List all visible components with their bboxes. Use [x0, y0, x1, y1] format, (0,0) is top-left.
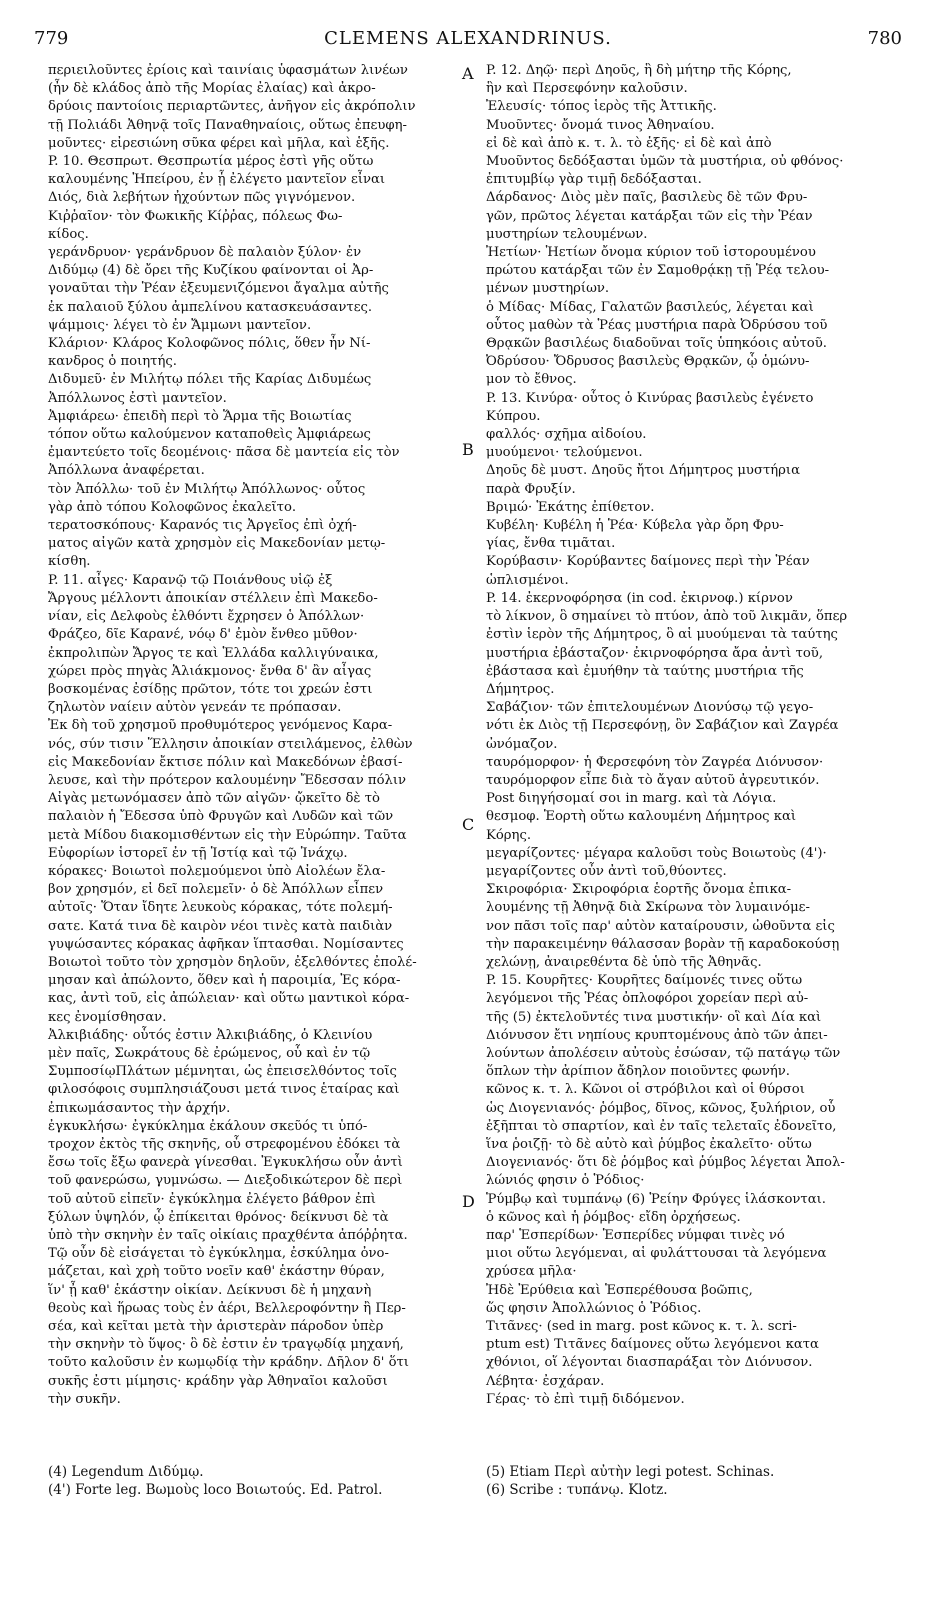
text-line: Θρᾳκῶν βασιλέως διαδοῦναι τοῖς ὑπηκόοις αὐτοῦ.	[486, 336, 827, 352]
text-line: Ἐκ δὴ τοῦ χρησμοῦ προθυμότερος γενόμενος Καρα-	[48, 718, 393, 734]
text-line: λούντων ἀπολέσειν αὐτοὺς ἐσώσαν, τῷ πατάγῳ τῶν	[486, 1045, 841, 1061]
text-line: παρ' Ἑσπερίδων· Ἑσπερίδες νύμφαι τινὲς νό	[486, 1228, 785, 1243]
text-line: Αἰγὰς μετωνόμασεν ἀπὸ τῶν αἰγῶν· ᾤκεῖτο δὲ τὸ	[48, 791, 380, 807]
text-line: Κόρης.	[486, 827, 532, 843]
text-line: γὰρ ἀπὸ τόπου Κολοφῶνος ἐκαλεῖτο.	[48, 499, 297, 515]
text-line: ἣν καὶ Περσεφόνην καλοῦσιν.	[486, 81, 688, 97]
text-line: γυψώσαντες κόρακας ἀφῆκαν ἵπτασθαι. Νομίσαντες	[48, 936, 404, 952]
footnotes-left	[48, 1463, 468, 1499]
text-line: ἐμαντεύετο τοῖς δεομένοις· πᾶσα δὲ μαντεία εἰς τὸν	[48, 445, 400, 461]
text-line: ταυρόμορφον εἶπε διὰ τὸ ἄγαν αὐτοῦ ἀγρευτικόν.	[486, 772, 820, 788]
text-line: τὴν σκηνὴν τὸ ὕψος· ὃ δὲ ἐστιν ἐν τραγῳδίᾳ μηχανή,	[48, 1337, 404, 1353]
text-line: Ἀπόλλωνος ἐστὶ μαντεῖον.	[48, 390, 227, 406]
text-line: Βριμώ· Ἑκάτης ἐπίθετον.	[486, 499, 655, 515]
text-line: τερατοσκόπους· Καρανός τις Ἀργεῖος ἐπὶ ὀχή-	[48, 518, 357, 534]
page-header	[34, 28, 902, 52]
text-line: Δάρδανος· Διὸς μὲν παῖς, βασιλεὺς δὲ τῶν Φρυ-	[486, 190, 808, 206]
text-line: Διόνυσον ἔτι νηπίους κρυπτομένους ἀπὸ τῶν ἀπει-	[486, 1027, 828, 1043]
text-line: τὸ λίκνον, ὃ σημαίνει τὸ πτύον, ἀπὸ τοῦ λικμᾶν, ὅπερ	[486, 609, 848, 625]
text-line: ἐβάστασα καὶ ἐμυήθην τὰ ταύτης μυστήρια τῆς	[486, 663, 804, 679]
text-line: Ἠετίων· Ἠετίων ὄνομα κύριον τοῦ ἱστορουμένου	[486, 245, 816, 261]
text-line: P. 13. Κινύρα· οὗτος ὁ Κινύρας βασιλεὺς ἐγένετο	[486, 390, 814, 406]
text-line: ὡπλισμένοι.	[486, 572, 569, 588]
text-line: Φράζεο, δῖε Καρανέ, νόῳ δ' ἐμὸν ἔνθεο μῦθον·	[48, 627, 358, 643]
text-line: Τῷ οὖν δὲ εἰσάγεται τὸ ἐγκύκλημα, ἐσκύλημα ὀνο-	[48, 1246, 389, 1262]
text-line: Διός, διὰ λεβήτων ἠχούντων πῶς γιγνόμενον.	[48, 190, 356, 206]
text-line: νός, σύν τισιν Ἕλλησιν ἀποικίαν στειλάμενος, ἐλθὼν	[48, 736, 413, 752]
footnote: (4) Legendum Διδύμῳ.	[48, 1464, 204, 1480]
text-line: σατε. Κατά τινα δὲ καιρὸν νέοι τινὲς κατὰ παιδιὰν	[48, 918, 393, 934]
text-line: (ἦν δὲ κλάδος ἀπὸ τῆς Μορίας ἐλαίας) καὶ ἀκρο-	[48, 81, 376, 97]
text-line: ἵνα ῥοιζῇ· τὸ δὲ αὐτὸ καὶ ῥύμβος ἐκαλεῖτο· οὕτω	[486, 1136, 812, 1152]
text-line: μετὰ Μίδου διακομισθέντων εἰς τὴν Εὐρώπην. Ταῦτα	[48, 827, 407, 843]
text-line: κίσθη.	[48, 554, 91, 570]
text-line: Κύπρου.	[486, 408, 541, 424]
text-line: κῶνος κ. τ. λ. Κῶνοι οἱ στρόβιλοι καὶ οἱ θύρσοι	[486, 1082, 805, 1098]
text-line: ὡς Διογενιανός· ῥόμβος, δῖνος, κῶνος, ξυλήριον, οὗ	[486, 1100, 836, 1116]
text-line: μένων μυστηρίων.	[486, 281, 610, 297]
text-line: Κυβέλη· Κυβέλη ἡ Ῥέα· Κύβελα γὰρ ὄρη Φρυ-	[486, 518, 784, 534]
text-line: μησαν καὶ ἀπώλοντο, ὅθεν καὶ ἡ παροιμία, Ἐς κόρα-	[48, 973, 401, 989]
text-line: ὥς φησιν Ἀπολλώνιος ὁ Ῥόδιος.	[486, 1300, 702, 1316]
text-line: γῶν, πρῶτος λέγεται κατάρξαι τῶν εἰς τὴν Ῥέαν	[486, 208, 813, 224]
text-line: ψάμμοις· λέγει τὸ ἐν Ἄμμωνι μαντεῖον.	[48, 317, 312, 333]
text-line: μιοι οὕτω λεγόμεναι, αἱ φυλάττουσαι τὰ λεγόμενα	[486, 1246, 827, 1262]
margin-letter-b: B	[462, 440, 474, 459]
text-line: αὐτοῖς· Ὅταν ἴδητε λευκοὺς κόρακας, τότε πολεμή-	[48, 900, 393, 916]
text-line: Ἄργους μέλλοντι ἀποικίαν στέλλειν ἐπὶ Μακεδο-	[48, 590, 378, 606]
text-line: μον τὸ ἔθνος.	[486, 372, 577, 388]
text-line: Κλάριον· Κλάρος Κολοφῶνος πόλις, ὅθεν ἦν Νί-	[48, 336, 371, 352]
text-line: Βοιωτοὶ τοῦτο τὸν χρησμὸν δηλοῦν, ἐξελθόντες ἐπολέ-	[48, 954, 417, 970]
text-line: λώνιός φησιν ὁ Ῥόδιος·	[486, 1173, 645, 1189]
text-line: Post διηγήσομαί σοι in marg. καὶ τὰ Λόγια.	[486, 791, 777, 807]
margin-letter-a: A	[462, 64, 474, 83]
right-column	[486, 62, 904, 1409]
text-line: ἐστὶν ἱερὸν τῆς Δήμητρος, ὃ αἱ μυούμεναι τὰ ταύτης	[486, 627, 838, 643]
text-line: Γέρας· τὸ ἐπὶ τιμῇ διδόμενον.	[486, 1391, 685, 1407]
text-line: παρὰ Φρυξίν.	[486, 481, 576, 497]
running-title: CLEMENS ALEXANDRINUS.	[324, 28, 612, 49]
text-line: κανδρος ὁ ποιητής.	[48, 354, 177, 370]
page-number-left: 779	[34, 28, 69, 49]
margin-letter-c: C	[462, 815, 475, 834]
text-line: κας, ἀντὶ τοῦ, εἰς ἀπώλειαν· καὶ οὕτω μαντικοὶ κόρα-	[48, 991, 410, 1007]
text-line: ἐγκυκλήσω· ἐγκύκλημα ἐκάλουν σκεῦός τι ὑπό-	[48, 1118, 368, 1134]
text-line: κίδος.	[48, 226, 89, 242]
text-line: Διδυμεῦ· ἐν Μιλήτῳ πόλει τῆς Καρίας Διδυμέως	[48, 372, 372, 388]
text-line: χελώνῃ, ἀναιρεθέντα δὲ ὑπὸ τῆς Ἀθηνᾶς.	[486, 954, 762, 970]
text-line: φιλοσόφοις συμπλησιάζουσι μετά τινος ἑταίρας καὶ	[48, 1082, 400, 1098]
text-line: μάζεται, καὶ χρὴ τοῦτο νοεῖν καθ' ἑκάστην θύραν,	[48, 1264, 385, 1280]
text-line: ὅπλων τὴν ἀρίπιον ἄδηλον ποιοῦντες φωνήν.	[486, 1064, 790, 1080]
text-line: ὑπὸ τὴν σκηνὴν ἐν ταῖς οἰκίαις πραχθέντα ἀπόῤῥητα.	[48, 1228, 408, 1243]
text-line: ταυρόμορφον· ἡ Φερσεφόνη τὸν Ζαγρέα Διόνυσον·	[486, 754, 824, 770]
text-line: Μυοῦντος δεδόξασται ὑμῶν τὰ μυστήρια, οὐ φθόνος·	[486, 154, 844, 170]
text-line: Ῥύμβῳ καὶ τυμπάνῳ (6) Ῥείην Φρύγες ἱλάσκονται.	[486, 1191, 826, 1207]
text-line: Σαβάζιον· τῶν ἐπιτελουμένων Διονύσῳ τῷ γεγο-	[486, 700, 814, 716]
text-line: μοῦντες· εἰρεσιώνη σῦκα φέρει καὶ μῆλα, καὶ ἑξῆς.	[48, 135, 390, 151]
text-line: P. 12. Δηῷ· περὶ Δηοῦς, ἣ δὴ μήτηρ τῆς Κόρης,	[486, 63, 792, 78]
text-line: κες ἐνομίσθησαν.	[48, 1009, 167, 1025]
text-line: Ἐλευσίς· τόπος ἱερὸς τῆς Ἀττικῆς.	[486, 99, 717, 115]
text-line: θεσμοφ. Ἑορτὴ οὕτω καλουμένη Δήμητρος καὶ	[486, 809, 797, 825]
text-line: πρώτου κατάρξαι τῶν ἐν Σαμοθρᾴκῃ τῇ Ῥέᾳ τελου-	[486, 263, 830, 279]
text-line: ptum est) Τιτᾶνες δαίμονες οὕτω λεγόμενοι κατα	[486, 1337, 819, 1353]
text-line: Ἀλκιβιάδης· οὗτός ἐστιν Ἀλκιβιάδης, ὁ Κλεινίου	[48, 1027, 373, 1043]
text-line: ὠνόμαζον.	[486, 736, 558, 752]
text-line: ἐπιτυμβίῳ γὰρ τιμῇ δεδόξασται.	[486, 172, 702, 188]
text-line: ἐπικωμάσαντος τὴν ἀρχήν.	[48, 1100, 231, 1116]
text-line: τοῦ φανερώσω, γυμνώσω. — Διεξοδικώτερον δὲ περὶ	[48, 1173, 403, 1189]
text-line: Ἀμφιάρεω· ἐπειδὴ περὶ τὸ Ἅρμα τῆς Βοιωτίας	[48, 408, 352, 424]
text-line: τὴν παρακειμένην θάλασσαν βορὰν τῇ καραδοκούσῃ	[486, 936, 840, 952]
footnotes-right	[486, 1463, 906, 1499]
text-line: συκῆς ἐστι μίμησις· κράδην γὰρ Ἀθηναῖοι καλοῦσι	[48, 1373, 388, 1389]
footnote: (4') Forte leg. Βωμοὺς loco Βοιωτούς. Ed. Patrol.	[48, 1482, 383, 1498]
text-line: γοναῦται τὴν Ῥέαν ἐξευμενιζόμενοι ἄγαλμα αὐτῆς	[48, 281, 389, 297]
text-line: ζηλωτὸν ναίειν αὐτὸν γενεάν τε πρόπασαν.	[48, 700, 342, 716]
text-line: ἐκπρολιπὼν Ἄργος τε καὶ Ἑλλάδα καλλιγύναικα,	[48, 645, 379, 661]
text-line: τὴν συκῆν.	[48, 1391, 121, 1407]
text-line: Σκιροφόρια· Σκιροφόρια ἑορτῆς ὄνομα ἐπικα-	[486, 882, 792, 898]
text-line: φαλλός· σχῆμα αἰδοίου.	[486, 427, 647, 443]
text-line: νον πᾶσι τοῖς παρ' αὐτὸν καταίρουσιν, ὠθοῦντα εἰς	[486, 918, 835, 934]
text-line: Διδύμῳ (4) δὲ ὄρει τῆς Κυζίκου φαίνονται οἱ Ἀρ-	[48, 263, 374, 279]
text-line: τοῦ αὐτοῦ εἰπεῖν· ἐγκύκλημα ἐλέγετο βάθρον ἐπὶ	[48, 1191, 376, 1207]
text-line: τοῦτο καλοῦσιν ἐν κωμῳδίᾳ τὴν κράδην. Δῆλον δ' ὅτι	[48, 1355, 409, 1371]
text-line: P. 15. Κουρῆτες· Κουρῆτες δαίμονές τινες οὕτω	[486, 973, 803, 989]
text-line: τροχον ἐκτὸς τῆς σκηνῆς, οὗ στρεφομένου ἐδόκει τὰ	[48, 1136, 401, 1152]
text-line: Ἠδὲ Ἐρύθεια καὶ Ἑσπερέθουσα βοῶπις,	[486, 1282, 753, 1298]
text-line: ματος αἰγῶν κατὰ χρησμὸν εἰς Μακεδονίαν μετῳ-	[48, 536, 386, 552]
text-line: εἰς Μακεδονίαν ἔκτισε πόλιν καὶ Μακεδόνων ἐβασί-	[48, 754, 403, 770]
text-line: P. 14. ἐκερνοφόρησα (in cod. ἐκιρνοφ.) κίρνον	[486, 590, 793, 606]
footnote: (6) Scribe : τυπάνῳ. Klotz.	[486, 1482, 668, 1498]
text-line: ΣυμποσίῳΠλάτων μέμνηται, ὡς ἐπεισελθόντος τοῖς	[48, 1064, 397, 1080]
text-line: τόπον οὕτω καλούμενον καταποθεὶς Ἀμφιάρεως	[48, 427, 371, 443]
text-line: μεγαρίζοντες· μέγαρα καλοῦσι τοὺς Βοιωτοὺς (4')·	[486, 845, 827, 861]
text-line: P. 11. αἶγες· Καρανῷ τῷ Ποιάνθους υἱῷ ἐξ	[48, 572, 333, 588]
text-line: μὲν παῖς, Σωκράτους δὲ ἐρώμενος, οὗ καὶ ἐν τῷ	[48, 1045, 371, 1061]
left-column	[48, 62, 466, 1409]
text-line: μυστήρια ἐβάσταζον· ἐκιρνοφόρησα ἄρα ἀντὶ τοῦ,	[486, 645, 824, 661]
text-line: Κορύβασιν· Κορύβαντες δαίμονες περὶ τὴν Ῥέαν	[486, 554, 810, 570]
text-line: Ὀδρύσου· Ὄδρυσος βασιλεὺς Θρᾳκῶν, ᾧ ὁμώνυ-	[486, 354, 810, 370]
text-line: οὗτος μαθὼν τὰ Ῥέας μυστήρια παρὰ Ὀδρύσου τοῦ	[486, 317, 828, 333]
text-line: νότι ἐκ Διὸς τῇ Περσεφόνῃ, ὃν Σαβάζιον καὶ Ζαγρέα	[486, 718, 839, 734]
text-line: μυούμενοι· τελούμενοι.	[486, 445, 643, 461]
text-line: Ἀπόλλωνα ἀναφέρεται.	[48, 463, 205, 479]
text-line: χώρει πρὸς πηγὰς Ἁλιάκμονος· ἔνθα δ' ἂν αἶγας	[48, 663, 372, 679]
text-line: γεράνδρυον· γεράνδρυον δὲ παλαιὸν ξύλον· ἐν	[48, 245, 362, 261]
text-line: ὁ Μίδας· Μίδας, Γαλατῶν βασιλεύς, λέγεται καὶ	[486, 299, 814, 315]
text-line: σέα, καὶ κεῖται μετὰ τὴν ἀριστερὰν πάροδον ὑπὲρ	[48, 1319, 384, 1335]
text-line: μυστηρίων τελουμένων.	[486, 226, 648, 242]
text-line: Διογενιανός· ὅτι δὲ ῥόμβος καὶ ῥύμβος λέγεται Ἀπολ-	[486, 1155, 845, 1171]
text-line: γίας, ἔνθα τιμᾶται.	[486, 536, 616, 552]
page-number-right: 780	[867, 28, 902, 49]
footnote: (5) Etiam Περὶ αὐτὴν legi potest. Schinas.	[486, 1464, 775, 1480]
text-line: ἵν' ᾖ καθ' ἑκάστην οἰκίαν. Δείκνυσι δὲ ἡ μηχανὴ	[48, 1282, 372, 1298]
text-line: ἔσω τοῖς ἔξω φανερὰ γίνεσθαι. Ἐγκυκλήσω οὖν ἀντὶ	[48, 1155, 403, 1171]
text-line: χρύσεα μῆλα·	[486, 1264, 577, 1280]
text-line: Εὐφορίων ἱστορεῖ ἐν τῇ Ἱστίᾳ καὶ τῷ Ἰνάχῳ.	[48, 845, 348, 861]
text-line: P. 10. Θεσπρωτ. Θεσπρωτία μέρος ἐστὶ γῆς οὕτω	[48, 154, 374, 170]
text-line: Δηοῦς δὲ μυστ. Δηοῦς ἤτοι Δήμητρος μυστήρια	[486, 463, 800, 479]
text-line: βοσκομένας ἐσίδῃς πρῶτον, τότε τοι χρεών ἐστι	[48, 681, 373, 697]
text-line: τῇ Πολιάδι Ἀθηνᾷ τοῖς Παναθηναίοις, οὕτως ἐπευφη-	[48, 117, 407, 133]
text-line: μεγαρίζοντες οὖν ἀντὶ τοῦ,θύοντες.	[486, 863, 727, 879]
text-line: θεοὺς καὶ ἥρωας τοὺς ἐν ἀέρι, Βελλεροφόντην ἢ Περ-	[48, 1300, 406, 1316]
text-line: ἐξῆπται τὸ σπαρτίον, καὶ ἐν ταῖς τελεταῖς ἐδονεῖτο,	[486, 1118, 837, 1134]
text-line: Τιτᾶνες· (sed in marg. post κῶνος κ. τ. λ. scri-	[486, 1319, 797, 1335]
text-line: λεγόμενοι τῆς Ῥέας ὀπλοφόροι χορείαν περὶ αὐ-	[486, 991, 809, 1007]
text-line: ὁ κῶνος καὶ ἡ ῥόμβος· εἴδη ὀρχήσεως.	[486, 1209, 741, 1225]
text-line: εἰ δὲ καὶ ἀπὸ κ. τ. λ. τὸ ἑξῆς· εἰ δὲ καὶ ἀπὸ	[486, 135, 772, 151]
text-line: Λέβητα· ἐσχάραν.	[486, 1373, 605, 1389]
text-line: ξύλων ὑψηλόν, ᾧ ἐπίκειται θρόνος· δείκνυσι δὲ τὰ	[48, 1209, 389, 1225]
text-line: Κιῤῥαῖον· τὸν Φωκικῆς Κίῤῥας, πόλεως Φω-	[48, 208, 343, 224]
margin-letter-d: D	[462, 1192, 475, 1211]
text-line: Δήμητρος.	[486, 681, 555, 697]
text-line: δρύοις παντοίοις περιαρτῶντες, ἀνῆγον εἰς ἀκρόπολιν	[48, 99, 416, 115]
text-line: ἐκ παλαιοῦ ξύλου ἀμπελίνου κατασκευάσαντες.	[48, 299, 373, 315]
text-line: χθόνιοι, οἵ λέγονται διασπαράξαι τὸν Διόνυσον.	[486, 1355, 813, 1371]
text-line: περιειλοῦντες ἐρίοις καὶ ταινίαις ὑφασμάτων λινέων	[48, 63, 408, 78]
text-line: καλουμένης Ἠπείρου, ἐν ᾗ ἐλέγετο μαντεῖον εἶναι	[48, 172, 386, 188]
text-line: λευσε, καὶ τὴν πρότερον καλουμένην Ἔδεσσαν πόλιν	[48, 772, 407, 788]
text-line: νίαν, εἰς Δελφοὺς ἐλθόντι ἔχρησεν ὁ Ἀπόλλων·	[48, 609, 365, 625]
text-line: Μυοῦντες· ὄνομά τινος Ἀθηναίου.	[486, 117, 715, 133]
text-line: τῆς (5) ἐκτελοῦντές τινα μυστικήν· οἳ καὶ Δία καὶ	[486, 1009, 822, 1025]
text-line: κόρακες· Βοιωτοὶ πολεμούμενοι ὑπὸ Αἰολέων ἔλα-	[48, 863, 386, 879]
text-line: παλαιὸν ἡ Ἔδεσσα ὑπὸ Φρυγῶν καὶ Λυδῶν καὶ τῶν	[48, 809, 394, 825]
text-line: τὸν Ἀπόλλω· τοῦ ἐν Μιλήτῳ Ἀπόλλωνος· οὗτος	[48, 481, 366, 497]
text-line: λουμένης τῇ Ἀθηνᾷ διὰ Σκίρωνα τὸν λυμαινόμε-	[486, 900, 810, 916]
text-line: βον χρησμόν, εἰ δεῖ πολεμεῖν· ὁ δὲ Ἀπόλλων εἶπεν	[48, 882, 384, 898]
